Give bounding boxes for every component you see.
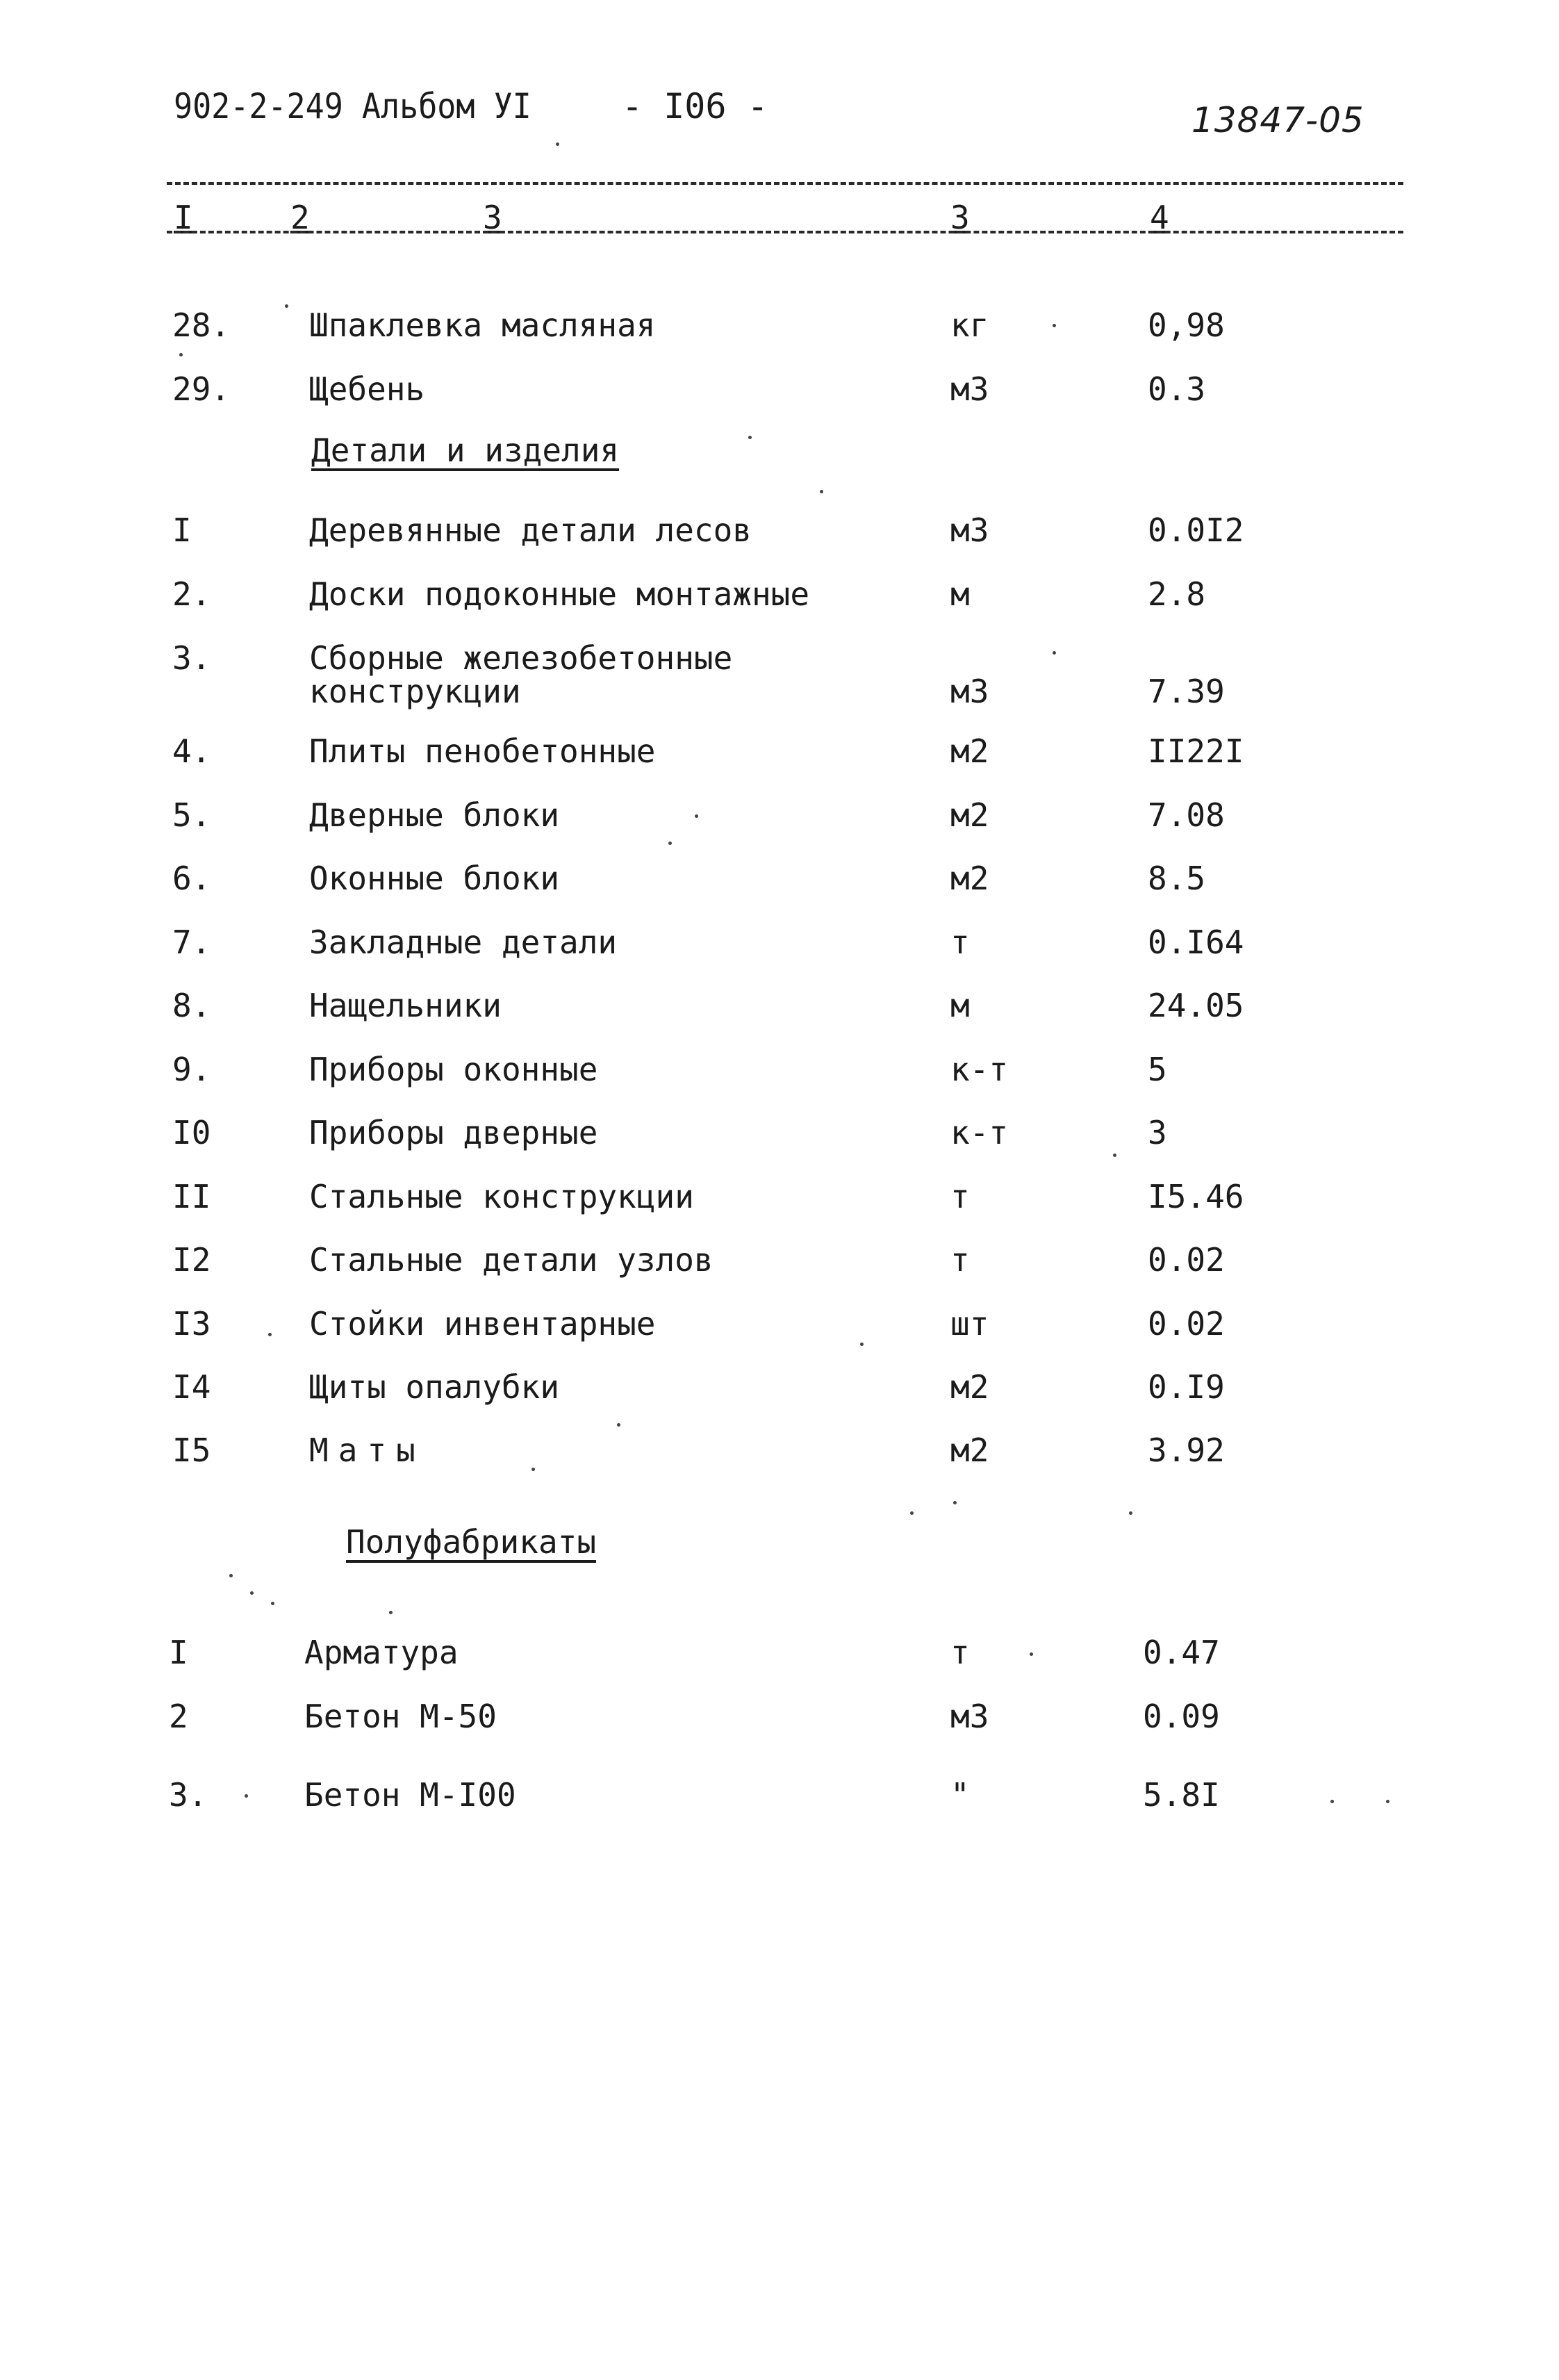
scan-speck (953, 1501, 957, 1504)
scan-speck (556, 142, 559, 146)
column-header-2: 2 (290, 199, 310, 236)
row-quantity: 3.92 (1148, 1431, 1225, 1469)
row-quantity: 0.09 (1143, 1698, 1220, 1735)
row-quantity: 0.3 (1148, 370, 1206, 408)
row-unit: т (950, 1634, 970, 1671)
row-unit: шт (950, 1305, 989, 1343)
scan-speck (229, 1574, 233, 1577)
row-unit: м2 (950, 796, 989, 834)
row-quantity: 0.I9 (1148, 1368, 1225, 1406)
scan-speck (268, 1333, 272, 1336)
row-number: 29. (172, 370, 231, 408)
row-number: 5. (172, 796, 211, 834)
row-quantity: I5.46 (1148, 1178, 1244, 1215)
row-number: I (172, 511, 192, 549)
row-quantity: 0.I64 (1148, 924, 1244, 961)
row-name: Маты (309, 1431, 425, 1469)
row-name: Стальные детали узлов (309, 1241, 713, 1279)
column-header-3b: 3 (950, 199, 970, 236)
row-unit: м3 (950, 370, 989, 408)
row-number: 28. (172, 306, 231, 344)
row-number: 9. (172, 1051, 211, 1088)
row-number: 7. (172, 924, 211, 961)
row-unit: м2 (950, 1431, 989, 1469)
row-quantity: 0.0I2 (1148, 511, 1244, 549)
row-unit: м3 (950, 511, 989, 549)
scan-speck (1113, 1154, 1116, 1157)
scan-speck (1386, 1800, 1389, 1803)
row-name: Арматура (304, 1634, 459, 1671)
row-unit: т (950, 1178, 970, 1215)
scan-speck (1030, 1652, 1033, 1656)
row-number: I0 (172, 1114, 211, 1151)
row-name: Бетон М-I00 (304, 1776, 516, 1814)
row-unit: м2 (950, 1368, 989, 1406)
scan-speck (245, 1794, 248, 1798)
row-quantity: 0.47 (1143, 1634, 1220, 1671)
scan-speck (617, 1423, 620, 1427)
row-number: 4. (172, 732, 211, 770)
row-name: Доски подоконные монтажные (309, 575, 810, 613)
row-name: Дверные блоки (309, 796, 560, 834)
row-unit: м3 (950, 673, 989, 710)
row-unit: т (950, 924, 970, 961)
row-number: 3. (172, 639, 211, 677)
scan-speck (250, 1591, 254, 1595)
row-name: Закладные детали (309, 924, 618, 961)
scan-speck (179, 353, 183, 356)
scan-speck (531, 1468, 535, 1471)
row-number: 3. (169, 1776, 208, 1814)
section-title-semifinished: Полуфабрикаты (346, 1523, 597, 1561)
row-unit: к-т (950, 1051, 1009, 1088)
row-quantity: 0,98 (1148, 306, 1225, 344)
row-unit: к-т (950, 1114, 1009, 1151)
row-name: Приборы оконные (309, 1051, 598, 1088)
row-number: 6. (172, 860, 211, 897)
row-name: Плиты пенобетонные (309, 732, 656, 770)
row-name-continued: конструкции (309, 673, 521, 710)
scan-speck (389, 1611, 393, 1614)
scan-speck (668, 842, 672, 845)
row-name: Щебень (309, 370, 425, 408)
row-quantity: 0.02 (1148, 1305, 1225, 1343)
row-unit: " (950, 1776, 970, 1814)
scan-speck (271, 1602, 274, 1605)
row-name: Стойки инвентарные (309, 1305, 656, 1343)
header-rule-top (167, 182, 1403, 185)
row-unit: м2 (950, 860, 989, 897)
row-name: Нащельники (309, 987, 502, 1024)
column-header-4: 4 (1150, 199, 1169, 236)
column-header-3: 3 (483, 199, 502, 236)
row-number: 8. (172, 987, 211, 1024)
column-header-1: I (174, 199, 193, 236)
row-number: I (169, 1634, 188, 1671)
scan-speck (820, 490, 823, 493)
inventory-number: 13847-05 (1191, 100, 1364, 140)
row-unit: кг (950, 306, 989, 344)
row-quantity: 24.05 (1148, 987, 1244, 1024)
section-title-details: Детали и изделия (311, 432, 620, 469)
row-number: I2 (172, 1241, 211, 1279)
row-number: II (172, 1178, 211, 1215)
scan-speck (1053, 324, 1056, 327)
row-name: Бетон М-50 (304, 1698, 497, 1735)
row-name: Щиты опалубки (309, 1368, 560, 1406)
row-name: Шпаклевка масляная (309, 306, 656, 344)
row-unit: м2 (950, 732, 989, 770)
row-number: I4 (172, 1368, 211, 1406)
row-quantity: 5.8I (1143, 1776, 1220, 1814)
row-quantity: 0.02 (1148, 1241, 1225, 1279)
row-quantity: 2.8 (1148, 575, 1206, 613)
document-code: 902-2-249 Альбом УI (174, 86, 531, 126)
scan-speck (285, 304, 288, 308)
row-number: I5 (172, 1431, 211, 1469)
row-name: Деревянные детали лесов (309, 511, 752, 549)
row-quantity: 8.5 (1148, 860, 1206, 897)
row-unit: м3 (950, 1698, 989, 1735)
row-unit: м (950, 987, 970, 1024)
header-rule-bottom (167, 231, 1403, 233)
scan-speck (1129, 1511, 1132, 1515)
row-name: Стальные конструкции (309, 1178, 694, 1215)
scan-speck (910, 1511, 914, 1515)
row-quantity: 5 (1148, 1051, 1167, 1088)
row-name: Приборы дверные (309, 1114, 598, 1151)
scan-speck (1053, 651, 1056, 655)
scan-speck (748, 436, 752, 439)
row-quantity: 7.39 (1148, 673, 1225, 710)
row-quantity: 3 (1148, 1114, 1167, 1151)
row-name: Сборные железобетонные (309, 639, 733, 677)
row-number: 2 (169, 1698, 188, 1735)
row-unit: м (950, 575, 970, 613)
row-quantity: 7.08 (1148, 796, 1225, 834)
row-quantity: II22I (1148, 732, 1244, 770)
row-number: I3 (172, 1305, 211, 1343)
scan-speck (1330, 1800, 1334, 1803)
scan-speck (860, 1343, 864, 1346)
scan-speck (695, 814, 698, 818)
row-unit: т (950, 1241, 970, 1279)
page-number: - I06 - (622, 86, 768, 126)
row-name: Оконные блоки (309, 860, 560, 897)
row-number: 2. (172, 575, 211, 613)
